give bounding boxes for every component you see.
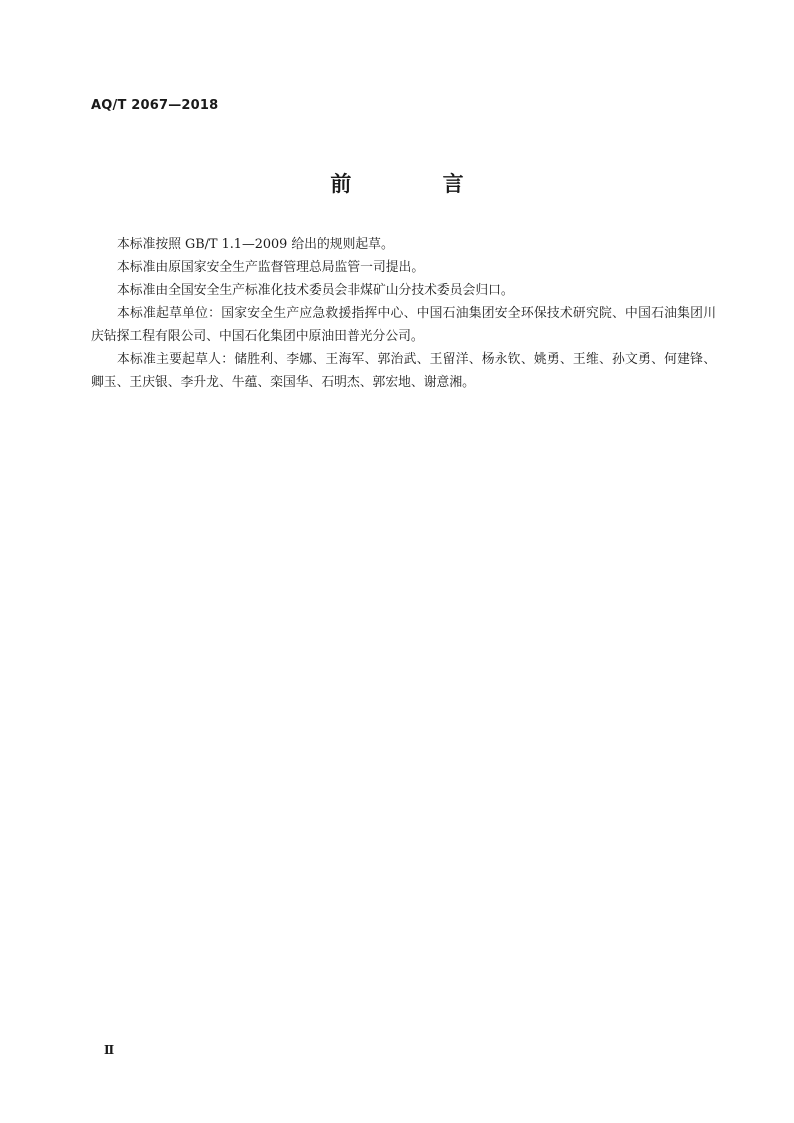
paragraph-drafting-rules: 本标准按照 GB/T 1.1—2009 给出的规则起草。 (117, 237, 394, 252)
standard-code: AQ/T 2067—2018 (91, 98, 219, 113)
page-title: 前 言 (330, 172, 506, 196)
paragraph-proposer: 本标准由原国家安全生产监督管理总局监管一司提出。 (117, 260, 425, 275)
foreword-body (91, 233, 716, 394)
paragraph-drafters: 本标准主要起草人：储胜利、李娜、王海军、郭治武、王留洋、杨永钦、姚勇、王维、孙文勇、何建锋、卿玉、王庆银、李升龙、牛蕴、栾国华、石明杰、郭宏地、谢意湘。 (91, 352, 716, 390)
paragraph-administrator: 本标准由全国安全生产标准化技术委员会非煤矿山分技术委员会归口。 (117, 283, 514, 298)
page-number: Ⅱ (104, 1043, 115, 1057)
paragraph-drafting-units: 本标准起草单位：国家安全生产应急救援指挥中心、中国石油集团安全环保技术研究院、中国石油集团川庆钻探工程有限公司、中国石化集团中原油田普光分公司。 (91, 306, 716, 344)
